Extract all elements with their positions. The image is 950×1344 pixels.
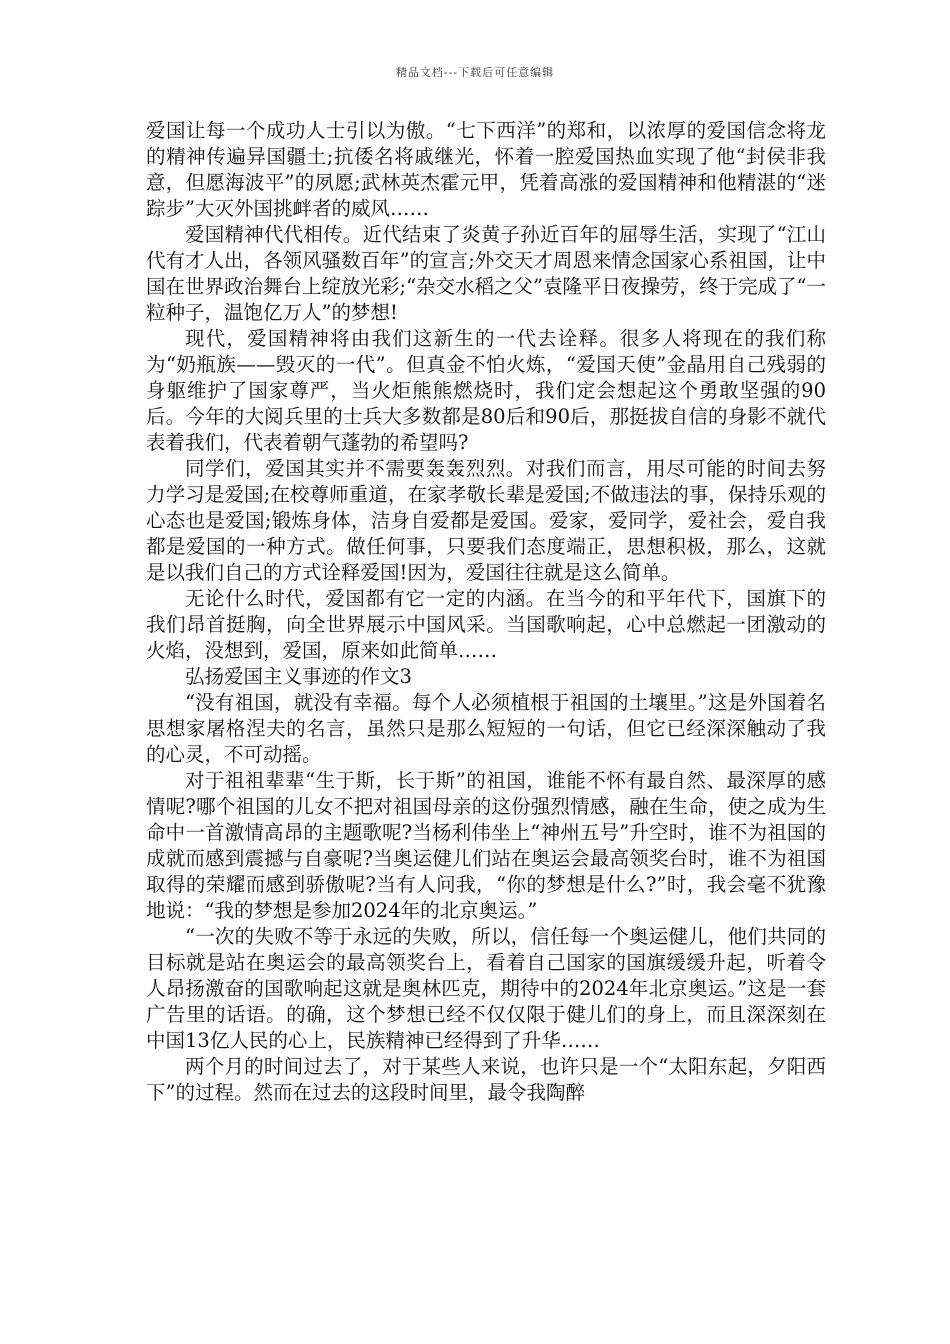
section-title: 弘扬爱国主义事迹的作文3 [185, 665, 412, 688]
paragraph-9: 两个月的时间过去了，对于某些人来说，也许只是一个“太阳东起，夕阳西下”的过程。然而在过去的这段时间里，最令我陶醉 [146, 1055, 826, 1104]
document-body [146, 118, 826, 1106]
paragraph-2: 爱国精神代代相传。近代结束了炎黄子孙近百年的屈辱生活，实现了“江山代有才人出，各领风骚数百年”的宣言;外交天才周恩来情念国家心系祖国，让中国在世界政治舞台上绽放光彩;“杂交水稻之父”袁隆平日夜操劳，终于完成了“一粒种子，温饱亿万人”的梦想! [146, 223, 826, 324]
paragraph-7: 对于祖祖辈辈“生于斯，长于斯”的祖国，谁能不怀有最自然、最深厚的感情呢?哪个祖国的儿女不把对祖国母亲的这份强烈情感，融在生命，使之成为生命中一首激情高昂的主题歌呢?当杨利伟坐上“神州五号”升空时，谁不为祖国的成就而感到震撼与自豪呢?当奥运健儿们站在奥运会最高领奖台时，谁不为祖国取得的荣耀而感到骄傲呢?当有人问我，“你的梦想是什么?”时，我会毫不犹豫地说：“我的梦想是参加2024年的北京奥运。” [146, 769, 826, 922]
paragraph-8: “一次的失败不等于永远的失败，所以，信任每一个奥运健儿，他们共同的目标就是站在奥运会的最高领奖台上，看着自己国家的国旗缓缓升起，听着令人昂扬激奋的国歌响起这就是奥林匹克，期待中的2024年北京奥运。”这是一套广告里的话语。的确，这个梦想已经不仅仅限于健儿们的身上，而且深深刻在中国13亿人民的心上，民族精神已经得到了升华…… [146, 925, 826, 1052]
paragraph-1: 爱国让每一个成功人士引以为傲。“七下西洋”的郑和，以浓厚的爱国信念将龙的精神传遍异国疆土;抗倭名将戚继光，怀着一腔爱国热血实现了他“封侯非我意，但愿海波平”的夙愿;武林英杰霍元甲，凭着高涨的爱国精神和他精湛的“迷踪步”大灭外国挑衅者的威风…… [146, 119, 826, 220]
paragraph-5: 无论什么时代，爱国都有它一定的内涵。在当今的和平年代下，国旗下的我们昂首挺胸，向全世界展示中国风采。当国歌响起，心中总燃起一团激动的火焰，没想到，爱国，原来如此简单…… [146, 587, 826, 662]
page-header: 精品文档---下载后可任意编辑 [395, 66, 555, 79]
paragraph-3: 现代，爱国精神将由我们这新生的一代去诠释。很多人将现在的我们称为“奶瓶族——毁灭的一代”。但真金不怕火炼，“爱国天使”金晶用自己残弱的身躯维护了国家尊严，当火炬熊熊燃烧时，我们定会想起这个勇敢坚强的90后。今年的大阅兵里的士兵大多数都是80后和90后，那挺拔自信的身影不就代表着我们，代表着朝气蓬勃的希望吗? [146, 327, 826, 454]
paragraph-6: “没有祖国，就没有幸福。每个人必须植根于祖国的土壤里。”这是外国着名思想家屠格涅夫的名言，虽然只是那么短短的一句话，但它已经深深触动了我的心灵，不可动摇。 [146, 691, 826, 766]
paragraph-4: 同学们，爱国其实并不需要轰轰烈烈。对我们而言，用尽可能的时间去努力学习是爱国;在校尊师重道，在家孝敬长辈是爱国;不做违法的事，保持乐观的心态也是爱国;锻炼身体，洁身自爱都是爱国。爱家，爱同学，爱社会，爱自我都是爱国的一种方式。做任何事，只要我们态度端正，思想积极，那么，这就是以我们自己的方式诠释爱国!因为，爱国往往就是这么简单。 [146, 457, 826, 584]
